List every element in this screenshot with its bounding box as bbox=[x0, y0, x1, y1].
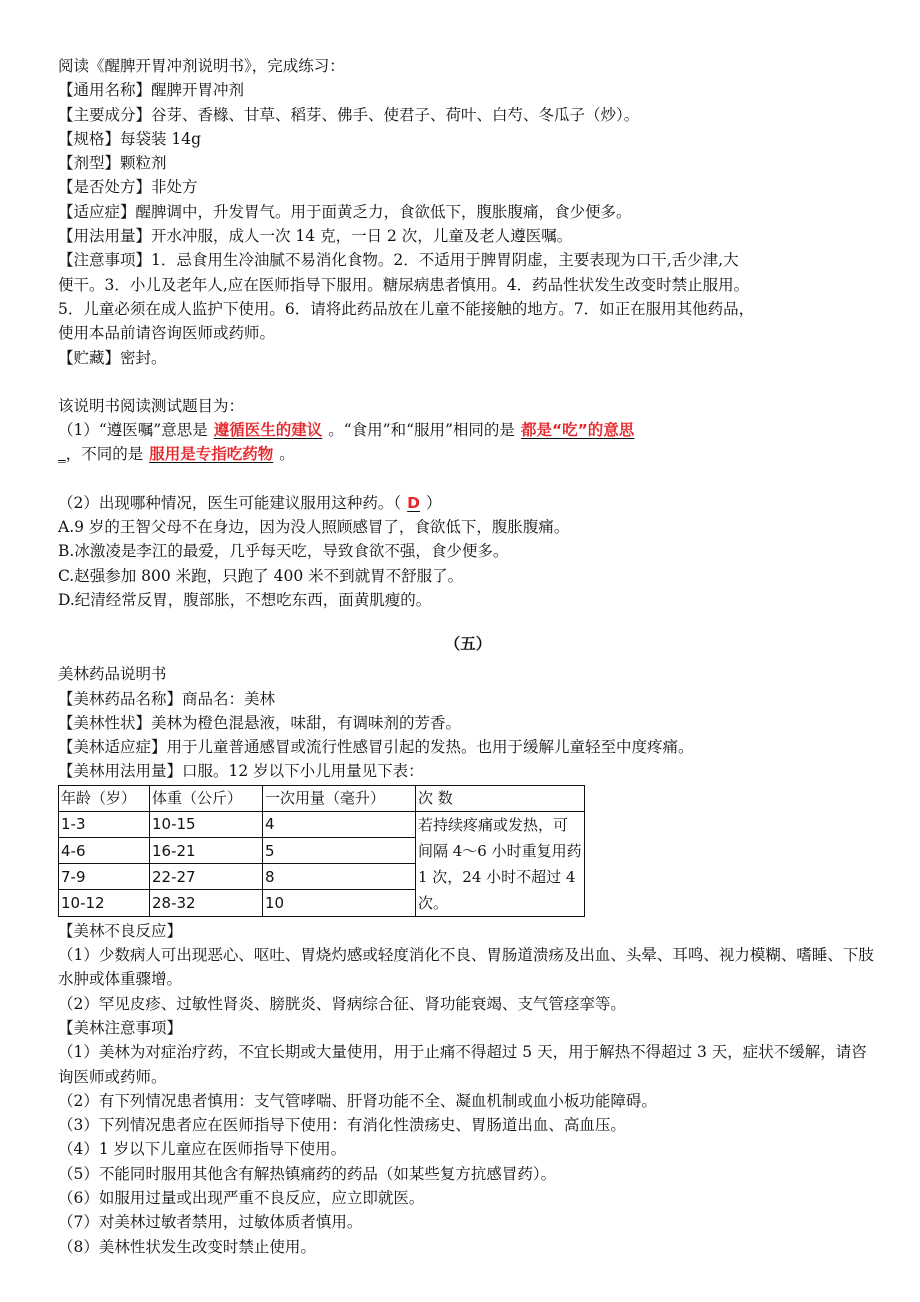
q1-part-a: （1）“遵医嘱”意思是 bbox=[58, 421, 208, 440]
field-notice-line-4: 使用本品前请咨询医师或药师。 bbox=[58, 324, 276, 343]
table-header-dose: 一次用量（毫升） bbox=[263, 785, 416, 811]
table-header-frequency: 次 数 bbox=[416, 785, 585, 811]
caution-item-7: （7）对美林过敏者禁用，过敏体质者慎用。 bbox=[58, 1213, 363, 1232]
q2-stem: （2）出现哪种情况，医生可能建议服用这种药。（ bbox=[58, 493, 402, 512]
caution-item-3: （3）下列情况患者应在医师指导下使用：有消化性溃疡史、胃肠道出血、高血压。 bbox=[58, 1116, 626, 1135]
table-cell-dose: 5 bbox=[263, 837, 416, 863]
question-1-line-2 bbox=[58, 442, 878, 466]
q2-answer: D bbox=[407, 493, 420, 512]
table-cell-weight: 28-32 bbox=[150, 890, 263, 916]
table-cell-dose: 10 bbox=[263, 890, 416, 916]
caution-item-8: （8）美林性状发生改变时禁止使用。 bbox=[58, 1237, 316, 1256]
table-cell-age: 10-12 bbox=[59, 890, 150, 916]
question-2-stem bbox=[58, 491, 878, 515]
table-cell-dose: 4 bbox=[263, 811, 416, 837]
caution-item-1: （1）美林为对症治疗药，不宜长期或大量使用，用于止痛不得超过 5 天，用于解热不得超过 3 天，症状不缓解，请咨询医师或药师。 bbox=[58, 1043, 867, 1086]
field-usage: 【用法用量】开水冲服，成人一次 14 克，一日 2 次，儿童及老人遵医嘱。 bbox=[58, 227, 573, 246]
melin-indications: 【美林适应症】用于儿童普通感冒或流行性感冒引起的发热。也用于缓解儿童轻至中度疼痛。 bbox=[58, 738, 694, 757]
q2-option-b: B.冰激凌是李江的最爱，几乎每天吃，导致食欲不强，食少便多。 bbox=[58, 542, 509, 561]
adverse-title: 【美林不良反应】 bbox=[58, 921, 183, 940]
q2-option-a: A.9 岁的王智父母不在身边，因为没人照顾感冒了，食欲低下，腹胀腹痛。 bbox=[58, 518, 570, 537]
section-title: （五） bbox=[444, 634, 492, 654]
field-notice-line-3: 5．儿童必须在成人监护下使用。6．请将此药品放在儿童不能接触的地方。7．如正在服用其他药品， bbox=[58, 299, 755, 318]
field-specification: 【规格】每袋装 14g bbox=[58, 129, 202, 148]
q1-answer-c: 服用是专指吃药物 bbox=[149, 445, 274, 464]
table-cell-weight: 22-27 bbox=[150, 864, 263, 890]
q1-answer-b: 都是“吃”的意思 bbox=[520, 421, 635, 440]
question-1-line-1 bbox=[58, 418, 878, 442]
q2-option-c: C.赵强参加 800 米跑，只跑了 400 米不到就胃不舒服了。 bbox=[58, 566, 464, 585]
table-cell-weight: 10-15 bbox=[150, 811, 263, 837]
adverse-item-2: （2）罕见皮疹、过敏性肾炎、膀胱炎、肾病综合征、肾功能衰竭、支气管痉挛等。 bbox=[58, 994, 626, 1013]
field-generic-name: 【通用名称】醒脾开胃冲剂 bbox=[58, 81, 245, 100]
melin-properties: 【美林性状】美林为橙色混悬液，味甜，有调味剂的芳香。 bbox=[58, 713, 462, 732]
caution-item-5: （5）不能同时服用其他含有解热镇痛药的药品（如某些复方抗感冒药）。 bbox=[58, 1164, 557, 1183]
passage-intro: 阅读《醒脾开胃冲剂说明书》，完成练习： bbox=[58, 57, 345, 75]
adverse-item-1: （1）少数病人可出现恶心、呕吐、胃烧灼感或轻度消化不良、胃肠道溃疡及出血、头晕、耳鸣、视力模糊、嗜睡、下肢水肿或体重骤增。 bbox=[58, 946, 874, 989]
caution-item-2: （2）有下列情况患者慎用：支气管哮喘、肝肾功能不全、凝血机制或血小板功能障碍。 bbox=[58, 1091, 657, 1110]
caution-item-4: （4）1 岁以下儿童应在医师指导下使用。 bbox=[58, 1140, 347, 1159]
caution-item-6: （6）如服用过量或出现严重不良反应，应立即就医。 bbox=[58, 1188, 425, 1207]
q1-end: 。 bbox=[279, 445, 295, 464]
document-page bbox=[58, 54, 878, 1259]
table-cell-age: 1-3 bbox=[59, 811, 150, 837]
q2-option-d: D.纪清经常反胃，腹部胀，不想吃东西，面黄肌瘦的。 bbox=[58, 590, 432, 609]
table-cell-age: 7-9 bbox=[59, 864, 150, 890]
table-cell-age: 4-6 bbox=[59, 837, 150, 863]
field-notice-line-2: 便干。3．小儿及老年人,应在医师指导下服用。糖尿病患者慎用。4．药品性状发生改变时禁止服用。 bbox=[58, 275, 750, 294]
questions-header: 该说明书阅读测试题目为： bbox=[58, 396, 245, 415]
table-header-age: 年龄（岁） bbox=[59, 785, 150, 811]
q2-stem-end: ） bbox=[426, 493, 442, 512]
melin-usage: 【美林用法用量】口服。12 岁以下小儿用量见下表： bbox=[58, 762, 424, 781]
section-doc-title: 美林药品说明书 bbox=[58, 665, 167, 684]
table-header-weight: 体重（公斤） bbox=[150, 785, 263, 811]
field-indications: 【适应症】醒脾调中，升发胃气。用于面黄乏力，食欲低下，腹胀腹痛，食少便多。 bbox=[58, 202, 632, 221]
field-ingredients: 【主要成分】谷芽、香橼、甘草、稻芽、佛手、使君子、荷叶、白芍、冬瓜子（炒）。 bbox=[58, 105, 640, 124]
q1-answer-a: 遵循医生的建议 bbox=[213, 421, 323, 440]
table-cell-frequency-note: 若持续疼痛或发热，可间隔 4～6 小时重复用药 1 次，24 小时不超过 4 次。 bbox=[416, 811, 585, 916]
caution-title: 【美林注意事项】 bbox=[58, 1018, 183, 1037]
table-header-row bbox=[59, 785, 585, 811]
field-storage: 【贮藏】密封。 bbox=[58, 348, 167, 367]
table-cell-weight: 16-21 bbox=[150, 837, 263, 863]
field-prescription: 【是否处方】非处方 bbox=[58, 178, 198, 197]
dosage-table bbox=[58, 785, 585, 917]
q1-part-c: ，不同的是 bbox=[65, 445, 144, 464]
field-dosage-form: 【剂型】颗粒剂 bbox=[58, 154, 167, 173]
q1-part-b: 。“食用”和“服用”相同的是 bbox=[328, 421, 515, 440]
q1-blank-tail: _ bbox=[58, 445, 66, 464]
table-cell-dose: 8 bbox=[263, 864, 416, 890]
field-notice-line-1: 【注意事项】1．忌食用生冷油腻不易消化食物。2．不适用于脾胃阴虚，主要表现为口干,舌少津,大 bbox=[58, 251, 739, 270]
table-row bbox=[59, 811, 585, 837]
melin-name: 【美林药品名称】商品名：美林 bbox=[58, 689, 276, 708]
